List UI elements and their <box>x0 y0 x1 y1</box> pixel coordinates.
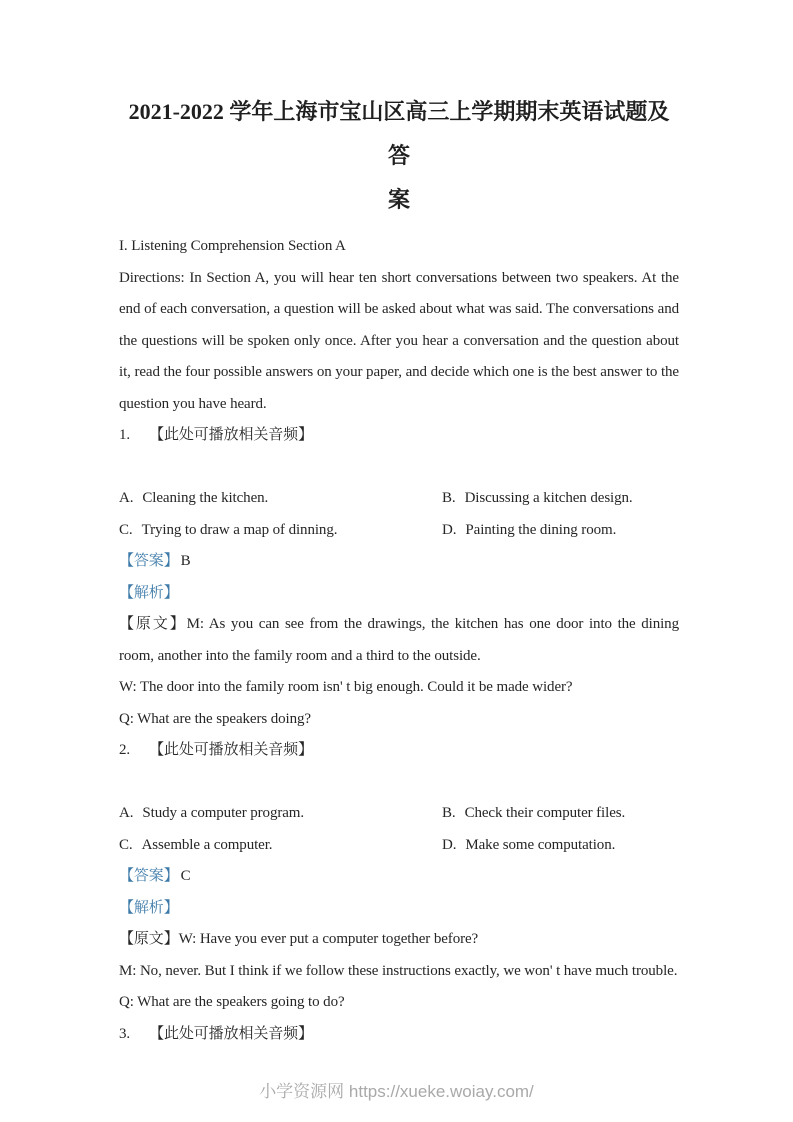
transcript-label: 【原文】 <box>119 616 187 632</box>
option-c <box>119 515 442 547</box>
option-label: A. <box>119 490 134 506</box>
question-3 <box>119 1019 679 1051</box>
option-text: Trying to draw a map of dinning. <box>141 521 338 538</box>
question-number: 1. <box>119 427 131 443</box>
question-2 <box>119 735 679 1019</box>
analysis-label: 【解析】 <box>119 584 179 601</box>
option-text: Study a computer program. <box>142 805 305 821</box>
option-c <box>119 830 442 862</box>
analysis-line <box>119 578 679 610</box>
option-label: D. <box>442 836 457 853</box>
option-a <box>119 483 442 515</box>
option-d <box>442 515 679 547</box>
transcript-line: Q: What are the speakers doing? <box>119 710 311 727</box>
option-text: Make some computation. <box>465 836 616 853</box>
option-text: Discussing a kitchen design. <box>464 490 633 506</box>
options-grid <box>119 483 679 546</box>
transcript-line: Q: What are the speakers going to do? <box>119 994 345 1010</box>
question-line <box>119 1019 679 1051</box>
transcript-label: 【原文】 <box>119 931 179 947</box>
question-1 <box>119 420 679 735</box>
question-line <box>119 420 679 452</box>
option-label: C. <box>119 836 133 853</box>
option-label: B. <box>442 805 456 821</box>
option-text: Cleaning the kitchen. <box>142 490 269 506</box>
answer-value: B <box>180 553 191 569</box>
answer-line <box>119 546 679 578</box>
option-label: A. <box>119 805 134 821</box>
answer-label: 【答案】 <box>119 868 179 884</box>
audio-placeholder: 【此处可播放相关音频】 <box>149 427 313 443</box>
page-title <box>119 90 679 222</box>
option-label: B. <box>442 490 456 506</box>
transcript-line <box>119 924 679 956</box>
question-line <box>119 735 679 767</box>
option-label: D. <box>442 521 457 538</box>
page-title-line2: 案 <box>387 187 410 212</box>
option-label: C. <box>119 521 133 538</box>
analysis-line <box>119 893 679 925</box>
option-d <box>442 830 679 862</box>
question-number: 2. <box>119 742 131 758</box>
answer-value: C <box>180 868 191 884</box>
question-number: 3. <box>119 1025 131 1042</box>
directions-paragraph: Directions: In Section A, you will hear ten short conversations between two speakers. At the end of each conversation, a question will be asked about what was said. The conversations and the questions will be spoken only once. After you hear a conversation and the question about it, read the four possible answers on your paper, and decide which one is the best answer to the question you have heard. <box>119 269 679 412</box>
option-b <box>442 798 679 830</box>
section-heading: I. Listening Comprehension Section A <box>119 238 346 254</box>
page-title-line1: 2021-2022 学年上海市宝山区高三上学期期末英语试题及答 <box>128 99 670 168</box>
transcript-line: M: No, never. But I think if we follow these instructions exactly, we won' t have much trouble. <box>119 962 678 979</box>
option-b <box>442 483 679 515</box>
option-text: Assemble a computer. <box>141 836 273 853</box>
transcript-line <box>119 609 679 672</box>
answer-label: 【答案】 <box>119 553 179 569</box>
transcript-text: M: As you can see from the drawings, the kitchen has one door into the dining room, another into the family room and a third to the outside. <box>119 616 679 664</box>
options-grid <box>119 798 679 861</box>
option-text: Check their computer files. <box>464 805 626 821</box>
audio-placeholder: 【此处可播放相关音频】 <box>149 742 313 758</box>
audio-placeholder: 【此处可播放相关音频】 <box>149 1025 313 1042</box>
footer-watermark: 小学资源网 https://xueke.woiay.com/ <box>259 1082 534 1101</box>
option-text: Painting the dining room. <box>465 521 617 538</box>
transcript-line: W: The door into the family room isn' t big enough. Could it be made wider? <box>119 679 573 695</box>
transcript-text: W: Have you ever put a computer together before? <box>178 931 479 947</box>
answer-line <box>119 861 679 893</box>
analysis-label: 【解析】 <box>119 899 179 916</box>
option-a <box>119 798 442 830</box>
